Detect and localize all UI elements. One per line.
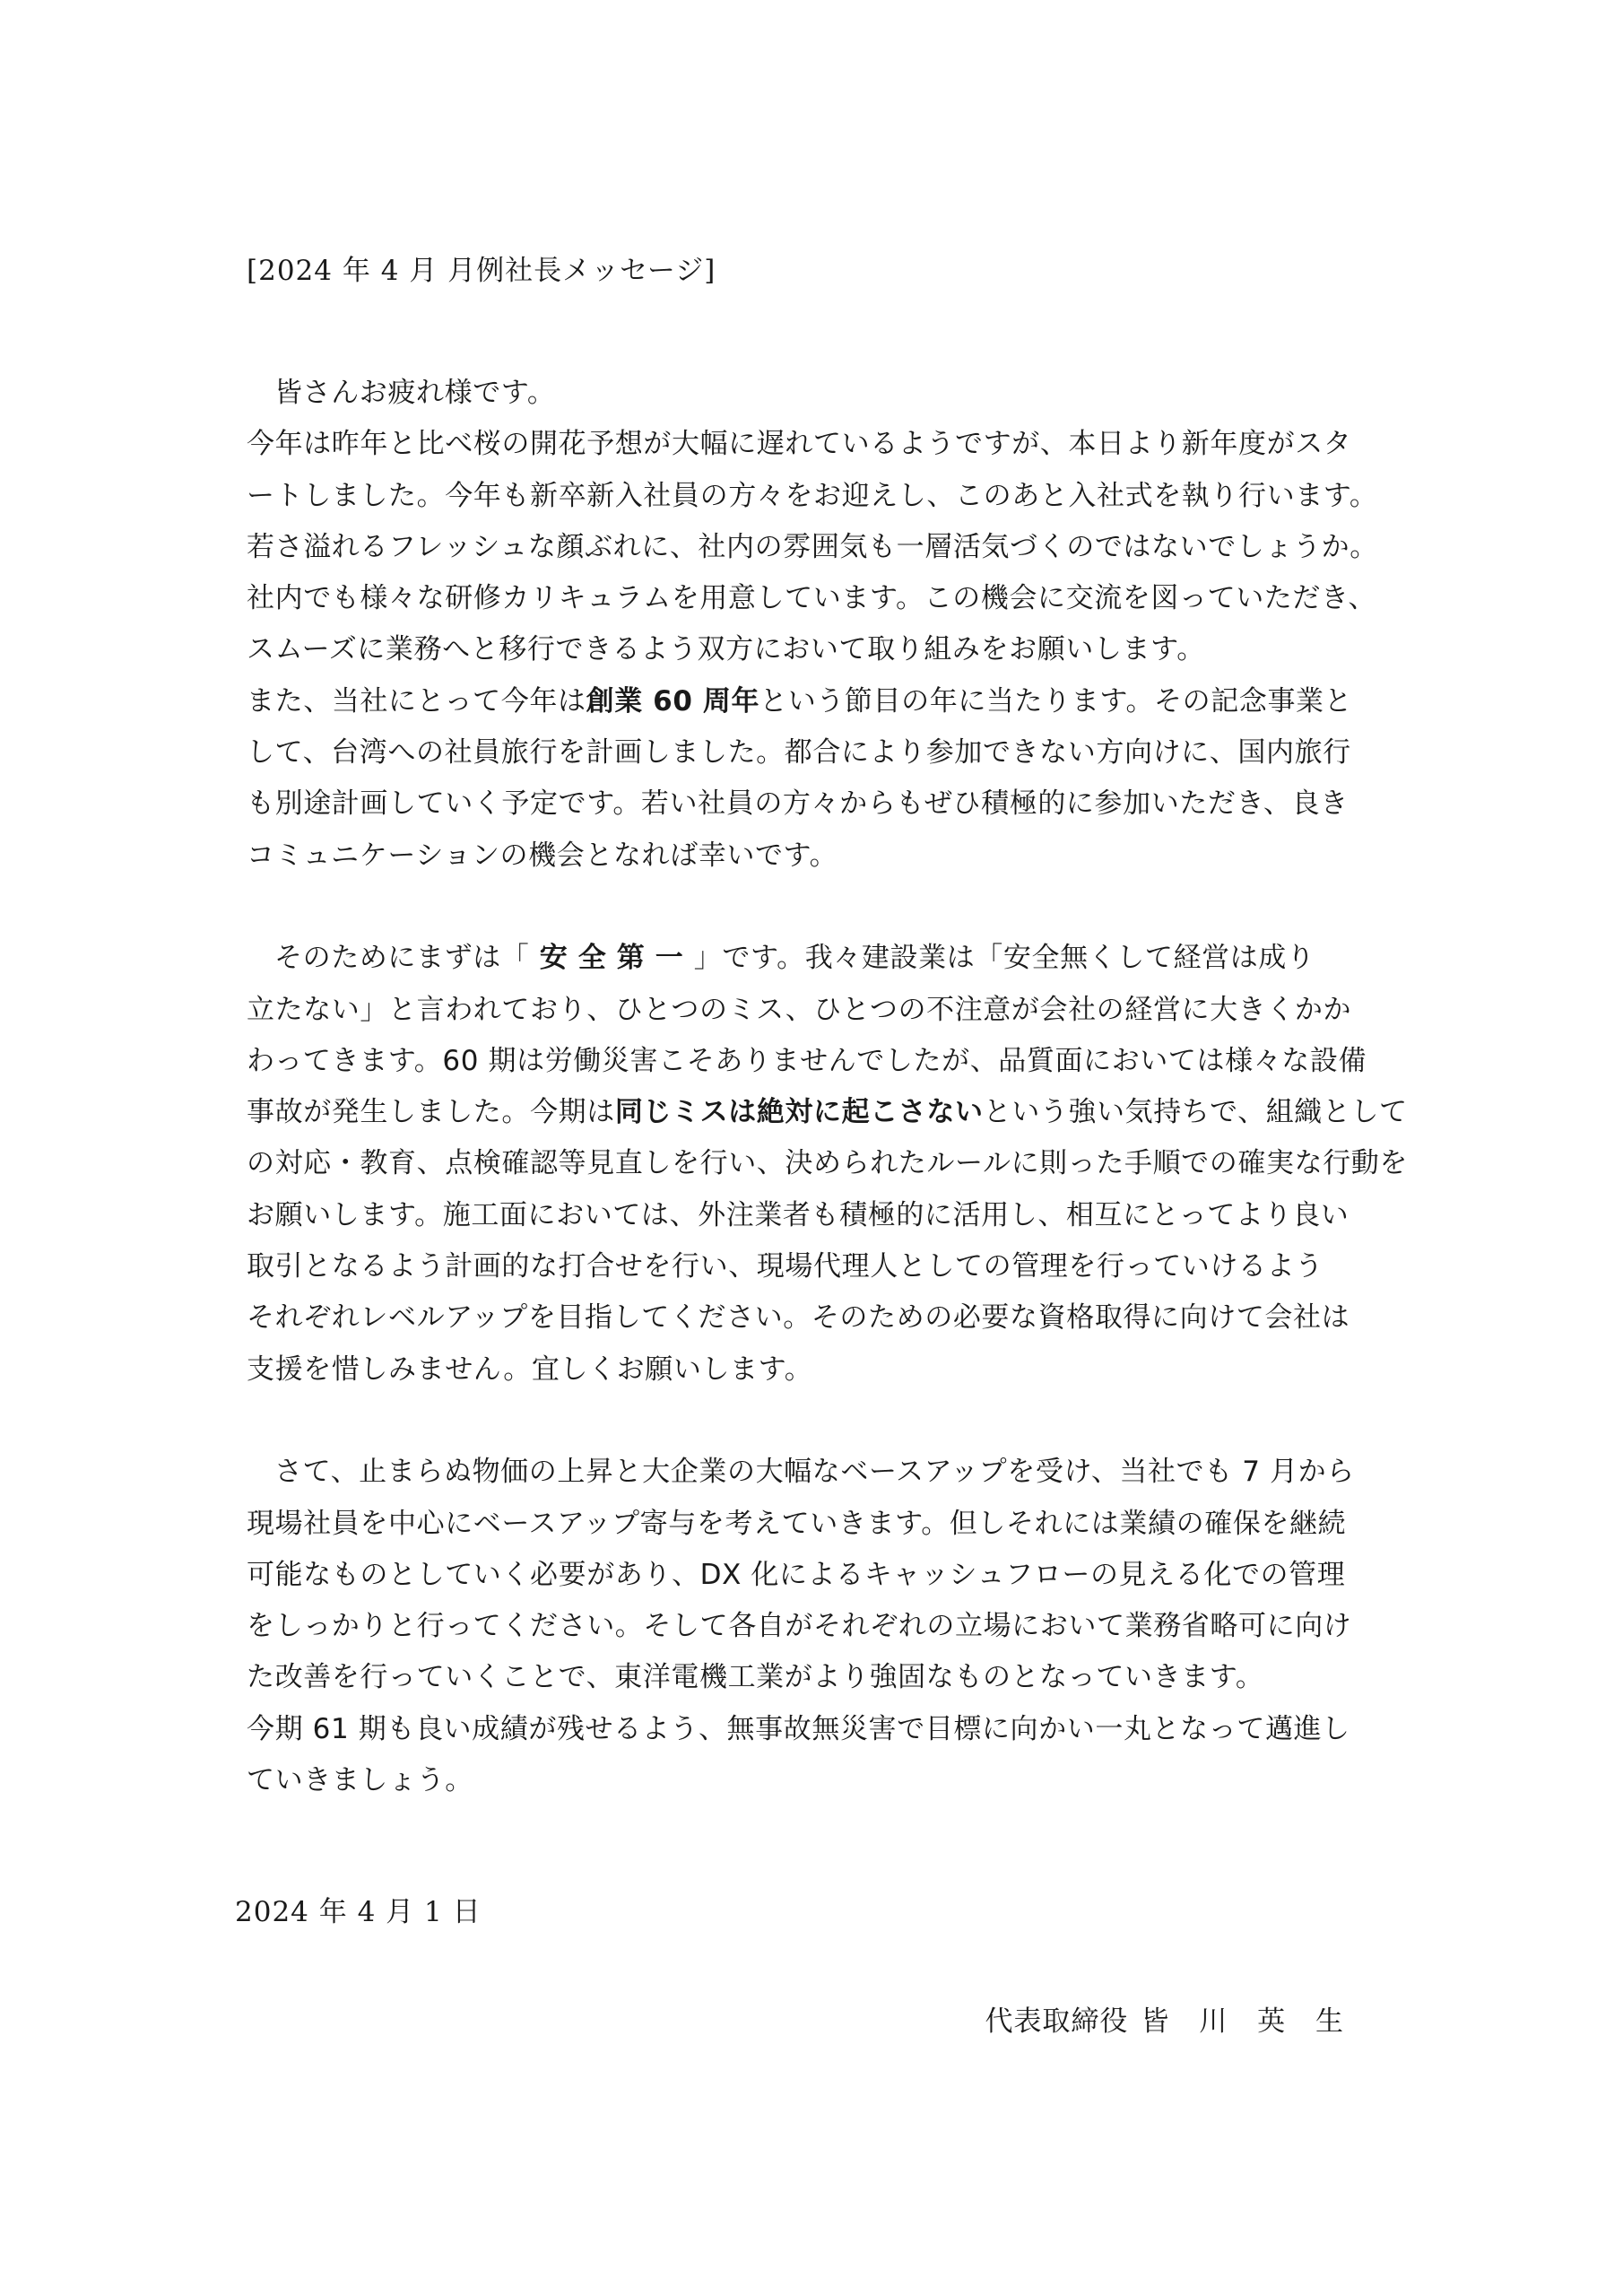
paragraph-2-line-6: お願いします。施工面においては、外注業者も積極的に活用し、相互にとってより良い [247, 1198, 1350, 1231]
signatory-title: 代表取締役 [985, 2005, 1129, 2038]
safety-first-emphasis: 安 全 第 一 [529, 942, 694, 975]
message-heading: [2024 年 4 月 月例社長メッセージ] [247, 255, 716, 287]
paragraph-3-line-4: をしっかりと行ってください。そして各自がそれぞれの立場において業務省略可に向け [247, 1610, 1352, 1643]
paragraph-2-line-9: 支援を惜しみません。宜しくお願いします。 [247, 1352, 813, 1386]
paragraph-2-line-1 [247, 933, 1376, 984]
signature-block [985, 2004, 1354, 2039]
paragraph-3-line-7: ていきましょう。 [247, 1764, 473, 1797]
paragraph-2-line-5: の対応・教育、点検確認等見直しを行い、決められたルールに則った手順での確実な行動を [247, 1147, 1408, 1180]
text-segment: そのためにまずは「 [274, 942, 530, 975]
paragraph-3-line-2: 現場社員を中心にベースアップ寄与を考えていきます。但しそれには業績の確保を継続 [247, 1507, 1347, 1540]
paragraph-1-line-2: 今年は昨年と比べ桜の開花予想が大幅に遅れているようですが、本日より新年度がスタ [247, 428, 1352, 461]
paragraph-1-line-8: して、台湾への社員旅行を計画しました。都合により参加できない方向けに、国内旅行 [247, 736, 1351, 770]
no-repeat-mistake-emphasis: 同じミスは絶対に起こさない [614, 1096, 984, 1129]
paragraph-3-line-5: た改善を行っていくことで、東洋電機工業がより強固なものとなっていきます。 [247, 1661, 1264, 1694]
paragraph-2-line-3: わってきます。60 期は労働災害こそありませんでしたが、品質面においては様々な設備 [247, 1044, 1367, 1077]
paragraph-1-line-6: スムーズに業務へと移行できるよう双方において取り組みをお願いします。 [247, 633, 1205, 666]
paragraph-spacer [247, 882, 1376, 933]
text-segment: また、当社にとって今年は [247, 684, 586, 718]
paragraph-1-line-10: コミュニケーションの機会となれば幸いです。 [247, 839, 838, 872]
paragraph-2-line-2: 立たない」と言われており、ひとつのミス、ひとつの不注意が会社の経営に大きくかか [247, 993, 1352, 1026]
paragraph-2-line-4 [247, 1087, 1408, 1138]
paragraph-1-line-9: も別途計画していく予定です。若い社員の方々からもぜひ積極的に参加いただき、良き [247, 787, 1349, 821]
paragraph-1-line-7 [247, 676, 1376, 727]
paragraph-1-line-5: 社内でも様々な研修カリキュラムを用意しています。この機会に交流を図っていただき、 [247, 582, 1376, 615]
issue-date: 2024 年 4 月 1 日 [235, 1896, 482, 1928]
text-segment: 」です。我々建設業は「安全無くして経営は成り [693, 942, 1315, 975]
paragraph-spacer [247, 1396, 1376, 1447]
paragraph-3-line-3: 可能なものとしていく必要があり、DX 化によるキャッシュフローの見える化での管理 [247, 1558, 1346, 1591]
message-body [247, 368, 1408, 1806]
signatory-name: 皆 川 英 生 [1141, 2005, 1354, 2038]
paragraph-3-line-1: さて、止まらぬ物価の上昇と大企業の大幅なベースアップを受け、当社でも 7 月から [274, 1456, 1355, 1489]
paragraph-2-line-7: 取引となるよう計画的な打合せを行い、現場代理人としての管理を行っていけるよう [247, 1250, 1324, 1283]
paragraph-1-line-1: 皆さんお疲れ様です。 [274, 377, 556, 409]
text-segment: 事故が発生しました。今期は [247, 1096, 615, 1129]
text-segment: という強い気持ちで、組織として [983, 1096, 1408, 1129]
paragraph-3-line-6: 今期 61 期も良い成績が残せるよう、無事故無災害で目標に向かい一丸となって邁進し [247, 1712, 1350, 1745]
paragraph-1-line-4: 若さ溢れるフレッシュな顔ぶれに、社内の雰囲気も一層活気づくのではないでしょうか。 [247, 530, 1378, 563]
anniversary-emphasis: 創業 60 周年 [586, 684, 760, 718]
text-segment: という節目の年に当たります。その記念事業と [759, 684, 1353, 718]
paragraph-1-line-3: ートしました。今年も新卒新入社員の方々をお迎えし、このあと入社式を執り行います。 [247, 479, 1378, 512]
paragraph-2-line-8: それぞれレベルアップを目指してください。そのための必要な資格取得に向けて会社は [247, 1301, 1350, 1335]
